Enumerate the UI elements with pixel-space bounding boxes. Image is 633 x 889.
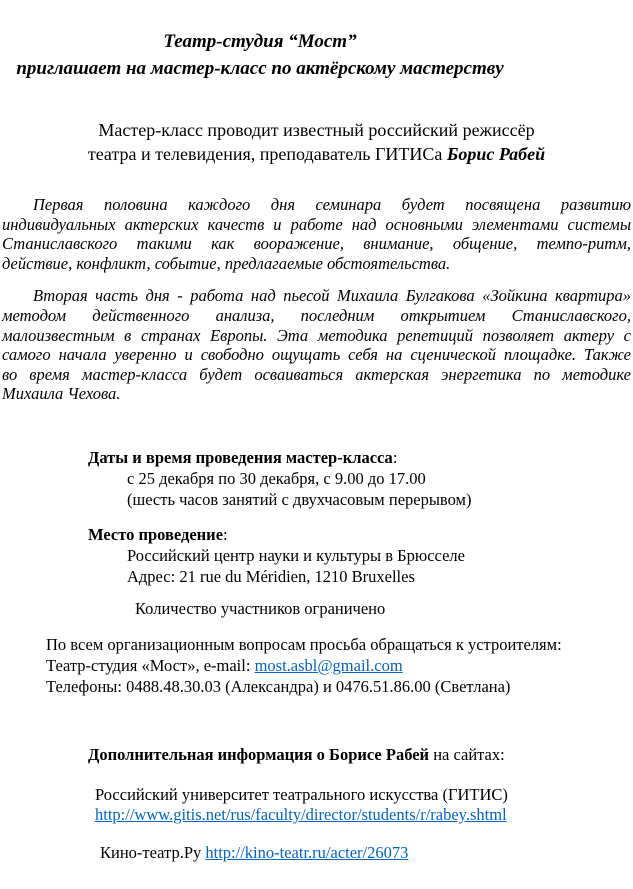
gitis-link[interactable]: http://www.gitis.net/rus/faculty/director/students/r/rabey.shtml — [95, 804, 507, 824]
kino-link[interactable]: http://kino-teatr.ru/acter/26073 — [205, 842, 409, 862]
schedule-heading-text: Даты и время проведения мастер-класса — [88, 447, 393, 467]
contacts-email-prefix: Театр-студия «Мост», e-mail: — [46, 655, 255, 675]
lecturer-name: Борис Рабей — [446, 144, 546, 164]
venue-heading — [88, 524, 633, 545]
venue-address: Адрес: 21 rue du Méridien, 1210 Bruxelles — [127, 566, 415, 586]
paragraph-line: Станиславского такими как вооражение, внимание, общение, темпо-ритм, — [2, 234, 631, 254]
schedule-hours: (шесть часов занятий с двухчасовым перерывом) — [127, 489, 472, 509]
venue-name: Российский центр науки и культуры в Брюсселе — [127, 545, 465, 565]
venue-heading-text: Место проведение — [88, 524, 224, 544]
schedule-dates: с 25 декабря по 30 декабря, с 9.00 до 17.00 — [127, 468, 426, 488]
email-link[interactable]: most.asbl@gmail.com — [254, 655, 403, 675]
subtitle-line-2-text: театра и телевидения, преподаватель ГИТИСа — [87, 144, 447, 164]
gitis-block — [95, 785, 633, 825]
venue-heading-colon: : — [223, 524, 228, 544]
more-info-heading-bold: Дополнительная информация о Борисе Рабей — [88, 744, 430, 764]
paragraph-line: действие, конфликт, событие, предлагаемые обстоятельства. — [2, 253, 451, 273]
kino-label: Кино-театр.Ру — [100, 842, 206, 862]
paragraph-line: самого начала уверенно и свободно ощущать себя на сценической площадке. Также — [2, 345, 631, 365]
paragraph-line: методом действенного анализа, последним открытием Станиславского, — [2, 305, 631, 325]
capacity-note: Количество участников ограничено — [135, 598, 386, 618]
more-info-heading — [88, 745, 633, 765]
schedule-heading-colon: : — [392, 447, 398, 467]
more-info-heading-rest: на сайтах: — [429, 744, 505, 764]
kino-block — [100, 843, 633, 863]
schedule-section — [0, 447, 633, 510]
subtitle-line-2 — [0, 142, 633, 166]
paragraph-line: Вторая часть дня - работа над пьесой Михаила Булгакова «Зойкина квартира» — [33, 286, 631, 306]
title-line-2: приглашает на мастер-класс по актёрскому мастерству — [16, 58, 504, 79]
contacts-section — [46, 634, 633, 697]
paragraph-line: во время мастер-класса будет осваиваться актерская энергетика по методике — [2, 364, 631, 384]
paragraph-morning-program — [2, 195, 631, 273]
paragraph-line: малоизвестным в странах Европы. Эта методика репетиций позволяет актеру с — [2, 325, 631, 345]
contacts-intro: По всем организационным вопросам просьба обращаться к устроителям: — [46, 634, 562, 654]
title-line-1: Театр-студия “Мост” — [163, 31, 357, 52]
paragraph-line: индивидуальных актерских качеств и работе над основными элементами системы — [2, 214, 631, 234]
venue-section — [0, 524, 633, 587]
paragraph-afternoon-program — [2, 286, 631, 404]
schedule-heading — [88, 447, 633, 468]
paragraph-line: Первая половина каждого дня семинара будет посвящена развитию — [33, 195, 631, 214]
contacts-phones: Телефоны: 0488.48.30.03 (Александра) и 0476.51.86.00 (Светлана) — [46, 676, 511, 696]
gitis-label: Российский университет театрального искусства (ГИТИС) — [95, 784, 508, 804]
subtitle — [0, 118, 633, 166]
document-title — [0, 28, 520, 82]
subtitle-line-1: Мастер-класс проводит известный российский режиссёр — [98, 120, 535, 140]
paragraph-line: Михаила Чехова. — [2, 384, 121, 404]
more-info-section — [0, 745, 633, 863]
contacts-email-line — [46, 655, 633, 676]
